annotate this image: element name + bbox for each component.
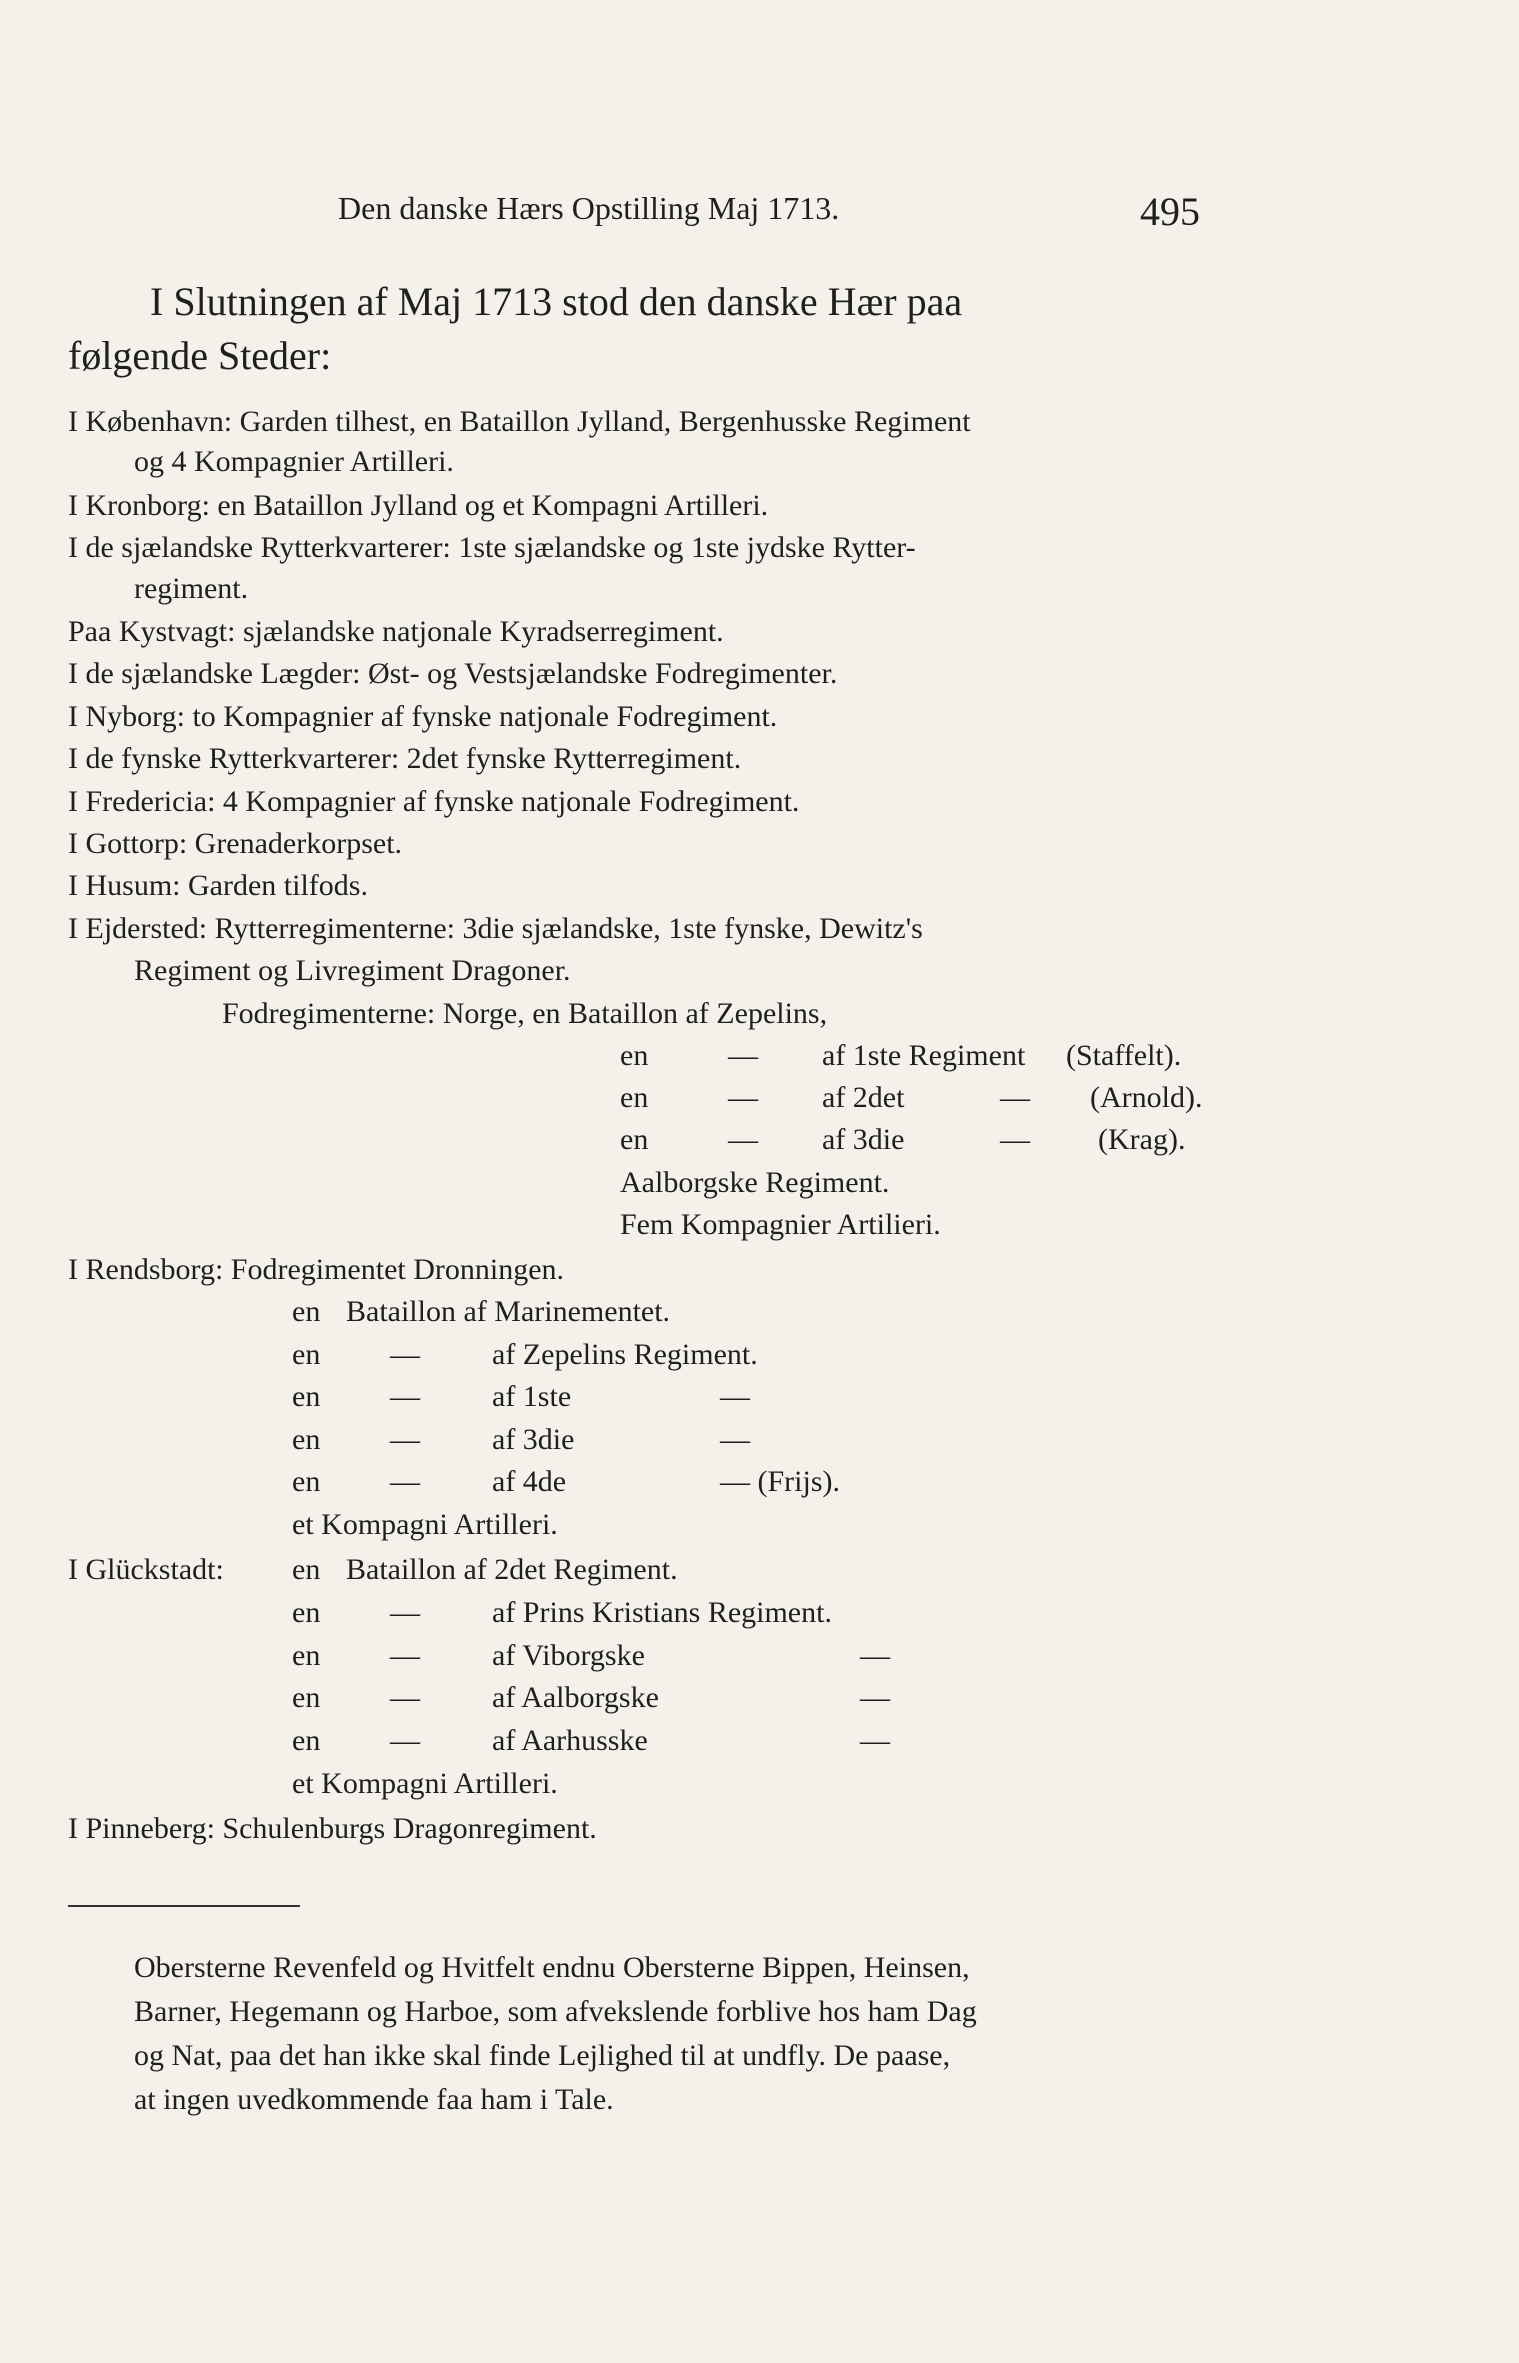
ejdersted-row-2-en: en (620, 1081, 649, 1114)
rendsborg-row-5-dash: — (390, 1465, 420, 1498)
gluckstadt-row-3-dash: — (390, 1639, 420, 1672)
rendsborg-row-3-dash2: — (720, 1380, 750, 1413)
gluckstadt-row-5-dash: — (390, 1724, 420, 1757)
entry-ejdersted-cont: Regiment og Livregiment Dragoner. (134, 954, 571, 987)
rendsborg-row-3-dash: — (390, 1380, 420, 1413)
entry-husum: I Husum: Garden tilfods. (68, 869, 368, 902)
entry-fredericia: I Fredericia: 4 Kompagnier af fynske natjonale Fodregiment. (68, 785, 800, 818)
rendsborg-row-3-en: en (292, 1380, 321, 1413)
ejdersted-row-3-dash: — (728, 1123, 758, 1156)
rendsborg-row-1-en: en (292, 1295, 321, 1328)
entry-pinneberg: I Pinneberg: Schulenburgs Dragonregiment. (68, 1812, 597, 1845)
gluckstadt-row-5-dash2: — (860, 1724, 890, 1757)
ejdersted-row-1-regiment: af 1ste Regiment (822, 1039, 1026, 1072)
entry-rendsborg: I Rendsborg: Fodregimentet Dronningen. (68, 1253, 565, 1286)
entry-fynske-rytterkvarterer: I de fynske Rytterkvarterer: 2det fynske Rytterregiment. (68, 742, 742, 775)
intro-line-1: I Slutningen af Maj 1713 stod den danske Hær paa (150, 279, 963, 324)
entry-gottorp: I Gottorp: Grenaderkorpset. (68, 827, 403, 860)
entry-ejdersted-fodregimenter: Fodregimenterne: Norge, en Bataillon af Zepelins, (222, 997, 828, 1030)
gluckstadt-row-5-en: en (292, 1724, 321, 1757)
entry-sjaelandske-rytterkvarterer: I de sjælandske Rytterkvarterer: 1ste sjælandske og 1ste jydske Rytter- (68, 531, 916, 564)
entry-kobenhavn: I København: Garden tilhest, en Bataillon Jylland, Bergenhusske Regiment (68, 405, 971, 438)
rendsborg-row-3-text: af 1ste (492, 1380, 572, 1413)
gluckstadt-row-3-text: af Viborgske (492, 1639, 645, 1672)
ejdersted-row-1-colonel: (Staffelt). (1066, 1039, 1182, 1072)
ejdersted-row-3-colonel: (Krag). (1098, 1123, 1186, 1156)
ejdersted-row-1-en: en (620, 1039, 649, 1072)
entry-sjaelandske-rytterkvarterer-cont: regiment. (134, 572, 249, 605)
gluckstadt-row-4-dash: — (390, 1681, 420, 1714)
rendsborg-row-2-dash: — (390, 1338, 420, 1371)
gluckstadt-row-4-text: af Aalborgske (492, 1681, 659, 1714)
rendsborg-row-5-en: en (292, 1465, 321, 1498)
rendsborg-row-5-dash2: — (Frijs). (720, 1465, 840, 1498)
entry-laegder: I de sjælandske Lægder: Øst- og Vestsjælandske Fodregimenter. (68, 657, 838, 690)
intro-line-2: følgende Steder: (68, 333, 332, 378)
rendsborg-row-4-dash2: — (720, 1423, 750, 1456)
gluckstadt-row-1-text: Bataillon af 2det Regiment. (346, 1553, 678, 1586)
gluckstadt-row-4-en: en (292, 1681, 321, 1714)
gluckstadt-row-2-dash: — (390, 1596, 420, 1629)
entry-nyborg: I Nyborg: to Kompagnier af fynske natjonale Fodregiment. (68, 700, 778, 733)
page-number: 495 (1140, 189, 1200, 234)
rendsborg-row-2-en: en (292, 1338, 321, 1371)
entry-kobenhavn-cont: og 4 Kompagnier Artilleri. (134, 445, 454, 478)
gluckstadt-row-4-dash2: — (860, 1681, 890, 1714)
footnote-separator (68, 1905, 300, 1907)
ejdersted-row-3-dash2: — (1000, 1123, 1030, 1156)
ejdersted-row-1-dash: — (728, 1039, 758, 1072)
ejdersted-row-2-colonel: (Arnold). (1090, 1081, 1203, 1114)
rendsborg-artilleri: et Kompagni Artilleri. (292, 1508, 558, 1541)
footnote-line-4: at ingen uvedkommende faa ham i Tale. (134, 2083, 614, 2116)
ejdersted-row-2-dash: — (728, 1081, 758, 1114)
footnote-line-3: og Nat, paa det han ikke skal finde Lejlighed til at undfly. De paase, (134, 2039, 951, 2072)
gluckstadt-artilleri: et Kompagni Artilleri. (292, 1767, 558, 1800)
gluckstadt-row-1-en: en (292, 1553, 321, 1586)
entry-gluckstadt: I Glückstadt: (68, 1553, 224, 1586)
entry-ejdersted: I Ejdersted: Rytterregimenterne: 3die sjælandske, 1ste fynske, Dewitz's (68, 912, 923, 945)
footnote-line-1: Obersterne Revenfeld og Hvitfelt endnu Obersterne Bippen, Heinsen, (134, 1951, 970, 1984)
gluckstadt-row-2-en: en (292, 1596, 321, 1629)
gluckstadt-row-3-en: en (292, 1639, 321, 1672)
entry-kystvagt: Paa Kystvagt: sjælandske natjonale Kyradserregiment. (68, 615, 724, 648)
footnote-line-2: Barner, Hegemann og Harboe, som afvekslende forblive hos ham Dag (134, 1995, 977, 2028)
running-header: Den danske Hærs Opstilling Maj 1713. (338, 190, 840, 226)
ejdersted-artilleri: Fem Kompagnier Artilieri. (620, 1208, 941, 1241)
rendsborg-row-1-text: Bataillon af Marinementet. (346, 1295, 671, 1328)
rendsborg-row-4-en: en (292, 1423, 321, 1456)
ejdersted-aalborgske: Aalborgske Regiment. (620, 1166, 890, 1199)
ejdersted-row-3-regiment: af 3die (822, 1123, 905, 1156)
rendsborg-row-2-text: af Zepelins Regiment. (492, 1338, 758, 1371)
gluckstadt-row-3-dash2: — (860, 1639, 890, 1672)
gluckstadt-row-5-text: af Aarhusske (492, 1724, 648, 1757)
rendsborg-row-4-text: af 3die (492, 1423, 575, 1456)
rendsborg-row-4-dash: — (390, 1423, 420, 1456)
gluckstadt-row-2-text: af Prins Kristians Regiment. (492, 1596, 832, 1629)
ejdersted-row-3-en: en (620, 1123, 649, 1156)
ejdersted-row-2-regiment: af 2det (822, 1081, 905, 1114)
rendsborg-row-5-text: af 4de (492, 1465, 567, 1498)
ejdersted-row-2-dash2: — (1000, 1081, 1030, 1114)
entry-kronborg: I Kronborg: en Bataillon Jylland og et Kompagni Artilleri. (68, 489, 769, 522)
